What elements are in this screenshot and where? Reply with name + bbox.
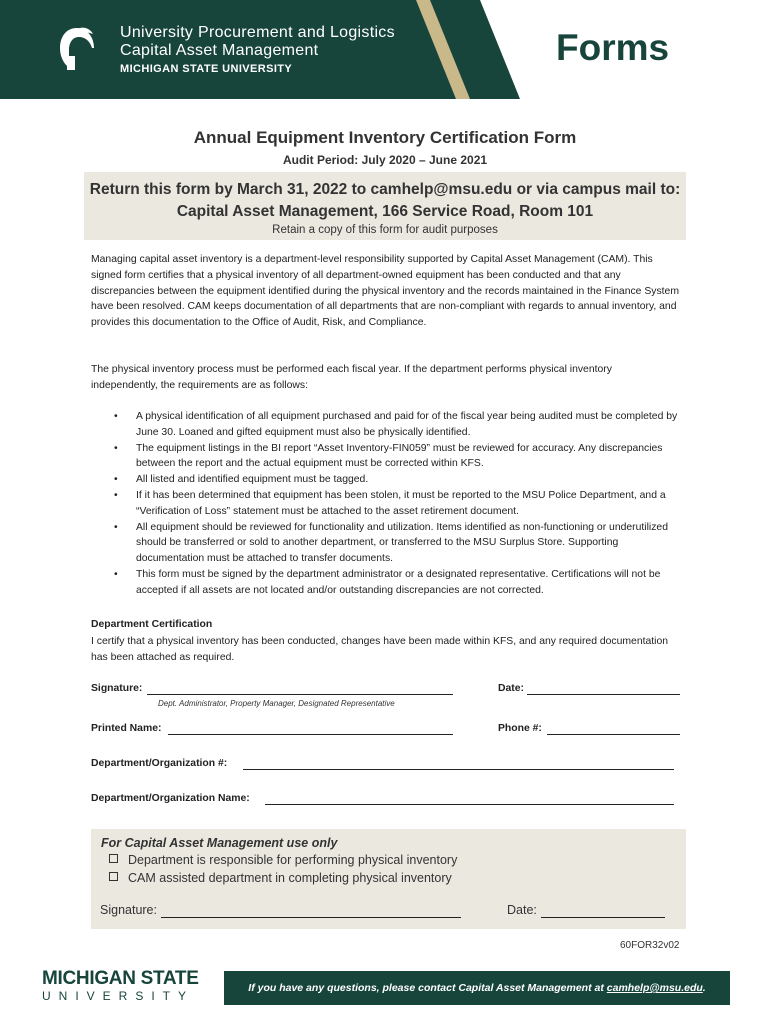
- checkbox-icon[interactable]: [109, 854, 118, 863]
- list-item: • A physical identification of all equipment purchased and paid for of the fiscal year being audited must be completed by June 30. Loaned and gifted equipment must also be physically identified.: [91, 409, 681, 441]
- header-line-1: University Procurement and Logistics: [120, 24, 395, 41]
- spartan-helmet-icon: [58, 26, 96, 72]
- certification-text: I certify that a physical inventory has been conducted, changes have been made within KFS, and any required documentation has been attached as required.: [91, 636, 669, 663]
- header-line-3: MICHIGAN STATE UNIVERSITY: [120, 63, 293, 75]
- page-header: [0, 0, 770, 99]
- date-field[interactable]: [527, 694, 680, 695]
- intro-paragraph: Managing capital asset inventory is a department-level responsibility supported by Capital Asset Management (CAM). This signed form certifies that a physical inventory of all department-owned equipment has been conducted and that any discrepancies between the equipment identified during the physical inventory and the records maintained in the Finance System have been resolved. CAM keeps documentation of all departments that are non-compliant with regards to annual inventory, and provides this documentation to the Office of Audit, Risk, and Compliance.: [91, 254, 679, 329]
- list-item: • All equipment should be reviewed for functionality and utilization. Items identified as non-functioning or underutilized should be transferred or sold to another department, or transferred to the MSU Surplus Store. Supporting documentation must be attached to transfer documents.: [91, 520, 681, 567]
- section-title: Forms: [556, 27, 670, 68]
- signature-label: Signature:: [91, 683, 143, 694]
- footer-contact-label: If you have any questions, please contact Capital Asset Management at: [248, 982, 604, 994]
- dept-org-name-label: Department/Organization Name:: [91, 793, 250, 804]
- return-deadline: Return this form by March 31, 2022 to camhelp@msu.edu or via campus mail to:: [89, 181, 681, 198]
- signature-field[interactable]: [147, 694, 453, 695]
- dept-org-name-field[interactable]: [265, 804, 674, 805]
- footer-contact-bar: [224, 971, 730, 1005]
- list-item: • All listed and identified equipment must be tagged.: [91, 472, 681, 488]
- cam-signature-label: Signature:: [100, 903, 157, 917]
- cam-date-label: Date:: [507, 903, 537, 917]
- checkbox-icon[interactable]: [109, 872, 118, 881]
- signature-note: Dept. Administrator, Property Manager, Designated Representative: [158, 699, 395, 708]
- cam-box-heading: For Capital Asset Management use only: [101, 836, 338, 850]
- requirements-list: [91, 409, 681, 599]
- cam-option-assisted[interactable]: [109, 871, 452, 885]
- process-paragraph: The physical inventory process must be performed each fiscal year. If the department performs physical inventory independently, the requirements are as follows:: [91, 364, 612, 391]
- msu-logo-university: UNIVERSITY: [42, 989, 195, 1003]
- cam-signature-field[interactable]: [161, 917, 461, 918]
- audit-period: Audit Period: July 2020 – June 2021: [282, 153, 488, 167]
- cam-option-label: Department is responsible for performing physical inventory: [128, 853, 458, 867]
- return-instructions-box: [84, 172, 686, 240]
- phone-label: Phone #:: [498, 723, 542, 734]
- header-line-2: Capital Asset Management: [120, 42, 319, 59]
- form-code: 60FOR32v02: [620, 940, 680, 951]
- retain-copy-note: Retain a copy of this form for audit purposes: [272, 224, 498, 236]
- footer-contact-end: .: [702, 982, 706, 994]
- list-item: • If it has been determined that equipment has been stolen, it must be reported to the MSU Police Department, and a “Verification of Loss” statement must be attached to the asset retirement document.: [91, 488, 681, 520]
- certification-heading: Department Certification: [91, 619, 213, 630]
- form-title: Annual Equipment Inventory Certification Form: [193, 128, 577, 147]
- cam-option-label: CAM assisted department in completing physical inventory: [128, 871, 452, 885]
- date-label: Date:: [498, 683, 524, 694]
- printed-name-field[interactable]: [168, 734, 453, 735]
- printed-name-label: Printed Name:: [91, 723, 162, 734]
- list-item: • The equipment listings in the BI report “Asset Inventory-FIN059” must be reviewed for accuracy. Any discrepancies between the report and the actual equipment must be corrected within KFS.: [91, 441, 681, 473]
- dept-org-number-field[interactable]: [243, 769, 674, 770]
- return-address: Capital Asset Management, 166 Service Road, Room 101: [176, 203, 594, 220]
- msu-logo-wordmark: MICHIGAN STATE: [42, 968, 199, 989]
- list-item: • This form must be signed by the department administrator or a designated representative. Certifications will not be accepted if all assets are not located and/or outstanding discrepancies are not corrected.: [91, 567, 681, 599]
- phone-field[interactable]: [547, 734, 680, 735]
- cam-use-only-box: [91, 829, 686, 929]
- contact-email-link[interactable]: camhelp@msu.edu: [606, 982, 703, 994]
- cam-option-department[interactable]: [109, 853, 457, 867]
- cam-date-field[interactable]: [541, 917, 665, 918]
- dept-org-number-label: Department/Organization #:: [91, 758, 228, 769]
- footer-contact-text: [224, 982, 730, 994]
